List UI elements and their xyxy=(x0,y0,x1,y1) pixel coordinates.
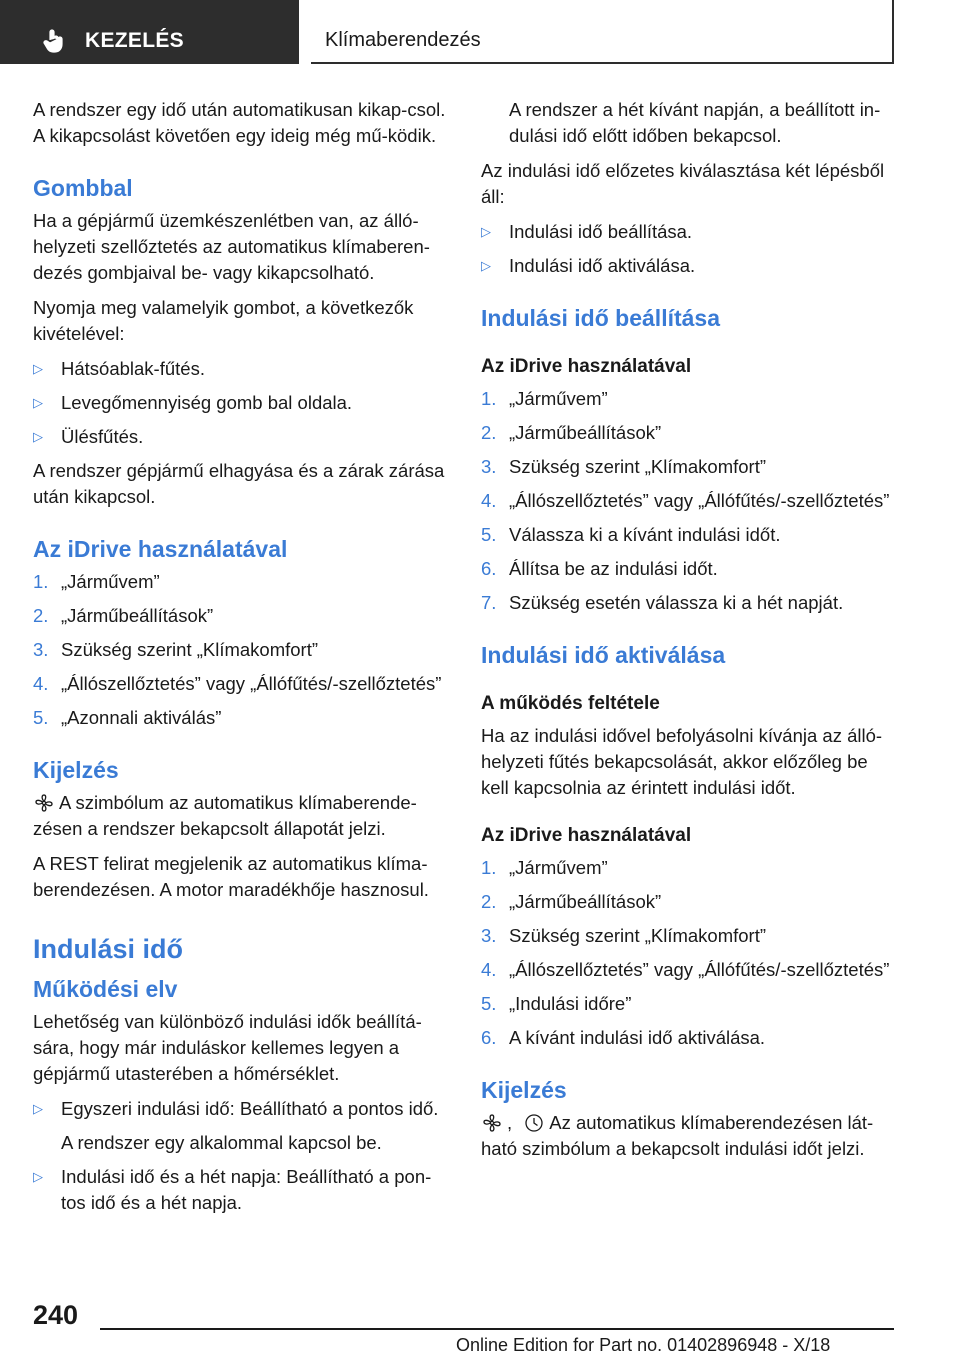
step-text: Szükség szerint „Klímakomfort” xyxy=(509,925,767,946)
step-number: 3. xyxy=(481,925,497,946)
list-item xyxy=(481,488,899,514)
footer-edition: Online Edition for Part no. 01402896948 - X/18 xyxy=(456,1335,831,1355)
footer-divider xyxy=(100,1328,894,1330)
list-item: ▷ Levegőmennyiség gomb bal oldala. xyxy=(33,390,451,416)
list-item: ▷ Indulási idő aktiválása. xyxy=(481,253,899,279)
step-number: 6. xyxy=(481,558,497,579)
list-item xyxy=(33,603,451,629)
fan-icon xyxy=(481,1113,503,1133)
hand-pointer-icon xyxy=(42,28,68,54)
preselect-bullet-list xyxy=(481,219,899,279)
step-text: „Járműbeállítások” xyxy=(509,422,662,443)
list-item xyxy=(481,855,899,881)
aktivalas-condition-text: Ha az indulási idővel befolyásolni kívánja az álló-helyzeti fűtés bekapcsolását, akkor előzőleg be kell kapcsolnia az érintett indulási időt. xyxy=(481,725,883,798)
step-number: 3. xyxy=(33,639,49,660)
step-number: 1. xyxy=(481,857,497,878)
heading-kijelzes: Kijelzés xyxy=(33,757,119,783)
step-text: Szükség esetén válassza ki a hét napját. xyxy=(509,592,844,613)
step-text: „Állószellőztetés” vagy „Állófűtés/-szellőztetés” xyxy=(509,490,890,511)
step-text: Válassza ki a kívánt indulási időt. xyxy=(509,524,781,545)
right-column xyxy=(481,97,899,1171)
beallitas-step-list xyxy=(481,386,899,616)
list-item xyxy=(481,1025,899,1051)
mukodesi-elv-bullet-list xyxy=(33,1096,451,1216)
step-number: 2. xyxy=(481,422,497,443)
preselect-text: Az indulási idő előzetes kiválasztása két lépésből áll: xyxy=(481,160,885,207)
list-item xyxy=(481,556,899,582)
list-item xyxy=(33,671,451,697)
heading-idrive: Az iDrive használatával xyxy=(33,536,288,562)
gombbal-p2: Nyomja meg valamelyik gombot, a következők kivételével: xyxy=(33,297,414,344)
fan-icon xyxy=(33,793,55,813)
page-number: 240 xyxy=(33,1300,79,1330)
idrive-step-list xyxy=(33,569,451,731)
bullet-note: A rendszer egy alkalommal kapcsol be. xyxy=(61,1132,382,1153)
step-number: 2. xyxy=(481,891,497,912)
step-text: „Járművem” xyxy=(509,388,608,409)
heading-gombbal: Gombbal xyxy=(33,175,133,201)
header-chapter-box xyxy=(311,0,894,64)
header-section-tab xyxy=(0,0,299,64)
gombbal-p3: A rendszer gépjármű elhagyása és a zárak zárása után kikapcsol. xyxy=(33,460,445,507)
list-item xyxy=(481,991,899,1017)
step-text: Szükség szerint „Klímakomfort” xyxy=(61,639,319,660)
step-number: 7. xyxy=(481,592,497,613)
step-number: 3. xyxy=(481,456,497,477)
step-number: 1. xyxy=(33,571,49,592)
step-text: Állítsa be az indulási időt. xyxy=(509,558,718,579)
intro-text: A rendszer egy idő után automatikusan kikap-csol. A kikapcsolást követően egy ideig még mű-ködik. xyxy=(33,99,446,146)
list-item xyxy=(481,590,899,616)
step-number: 4. xyxy=(481,959,497,980)
step-text: „Indulási időre” xyxy=(509,993,632,1014)
kijelzes-p1 xyxy=(33,790,451,842)
step-number: 5. xyxy=(481,993,497,1014)
kijelzes-p2: A REST felirat megjelenik az automatikus klíma-berendezésen. A motor maradékhője hasznosul. xyxy=(33,853,429,900)
kijelzes-right-text-body: Az automatikus klímaberendezésen lát-ható szimbólum a bekapcsolt indulási időt jelzi. xyxy=(481,1112,874,1159)
list-item xyxy=(481,420,899,446)
step-number: 1. xyxy=(481,388,497,409)
heading-beallitas: Indulási idő beállítása xyxy=(481,305,721,331)
bullet-text: ▷ Egyszeri indulási idő: Beállítható a pontos idő. xyxy=(61,1098,439,1119)
list-item: ▷ Ülésfűtés. xyxy=(33,424,451,450)
step-text: „Azonnali aktiválás” xyxy=(61,707,222,728)
list-item xyxy=(481,889,899,915)
step-text: „Járműbeállítások” xyxy=(61,605,214,626)
step-text: „Járművem” xyxy=(61,571,160,592)
list-item xyxy=(481,957,899,983)
list-item xyxy=(33,569,451,595)
list-item xyxy=(481,454,899,480)
subheading-beallitas-idrive: Az iDrive használatával xyxy=(481,356,692,377)
list-item xyxy=(33,1096,451,1156)
subheading-aktivalas-idrive: Az iDrive használatával xyxy=(481,825,692,846)
aktivalas-step-list xyxy=(481,855,899,1051)
step-text: „Járművem” xyxy=(509,857,608,878)
list-item xyxy=(33,705,451,731)
step-text: Szükség szerint „Klímakomfort” xyxy=(509,456,767,477)
mukodesi-elv-p1: Lehetőség van különböző indulási idők beállítá-sára, hogy már induláskor kellemes legyen a gépjármű utasterében a hőmérséklet. xyxy=(33,1011,422,1084)
list-item: ▷ Indulási idő beállítása. xyxy=(481,219,899,245)
kijelzes-p1-text: A szimbólum az automatikus klímaberende-zésen a rendszer bekapcsolt állapotát jelzi. xyxy=(33,792,417,839)
list-item: ▷ Indulási idő és a hét napja: Beállítható a pon-tos idő és a hét napja. xyxy=(33,1164,451,1216)
step-number: 2. xyxy=(33,605,49,626)
list-item xyxy=(481,386,899,412)
symbol-separator: , xyxy=(507,1112,513,1133)
step-text: „Járműbeállítások” xyxy=(509,891,662,912)
continuation-text: A rendszer a hét kívánt napján, a beállított in-dulási idő előtt időben bekapcsol. xyxy=(509,99,881,146)
header-section-title: KEZELÉS xyxy=(85,29,184,52)
list-item xyxy=(481,522,899,548)
step-number: 4. xyxy=(33,673,49,694)
list-item: ▷ Hátsóablak-fűtés. xyxy=(33,356,451,382)
step-text: A kívánt indulási idő aktiválása. xyxy=(509,1027,766,1048)
step-number: 4. xyxy=(481,490,497,511)
step-number: 5. xyxy=(481,524,497,545)
gombbal-bullet-list xyxy=(33,356,451,450)
heading-kijelzes-right: Kijelzés xyxy=(481,1077,567,1103)
heading-aktivalas: Indulási idő aktiválása xyxy=(481,642,726,668)
left-column xyxy=(33,97,451,1224)
step-number: 5. xyxy=(33,707,49,728)
step-text: „Állószellőztetés” vagy „Állófűtés/-szellőztetés” xyxy=(61,673,442,694)
list-item xyxy=(33,637,451,663)
kijelzes-right-text xyxy=(481,1110,899,1162)
header-chapter-title: Klímaberendezés xyxy=(325,29,481,51)
step-text: „Állószellőztetés” vagy „Állófűtés/-szellőztetés” xyxy=(509,959,890,980)
gombbal-p1: Ha a gépjármű üzemkészenlétben van, az álló-helyzeti szellőztetés az automatikus klímaberen-dezés gombjaival be- vagy kikapcsolható. xyxy=(33,210,430,283)
heading-mukodesi-elv: Működési elv xyxy=(33,976,178,1002)
list-item xyxy=(481,923,899,949)
heading-indulasi-ido: Indulási idő xyxy=(33,934,184,964)
step-number: 6. xyxy=(481,1027,497,1048)
subheading-mukodes-feltetele: A működés feltétele xyxy=(481,693,660,714)
clock-icon xyxy=(523,1113,545,1133)
